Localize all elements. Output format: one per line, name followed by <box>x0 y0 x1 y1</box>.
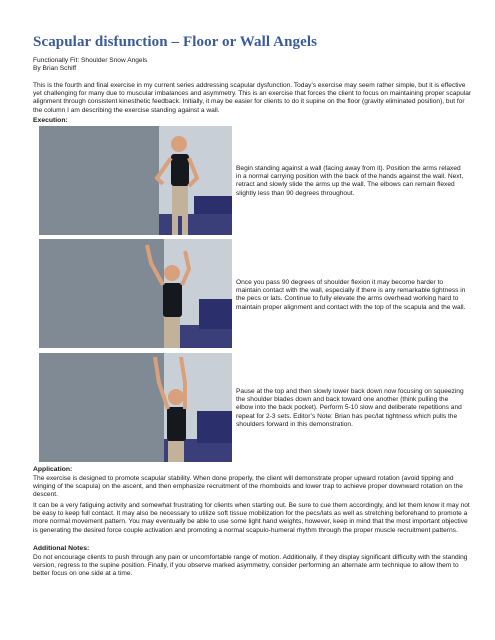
step-2-text: Once you pass 90 degrees of shoulder flexion it may become harder to maintain contact with the wall, especially if there is any remarkable tightness in the pecs or lats. Continue to fully elevate the arms overhead working hard to maintain proper alignment and contact with the top of the scapula and the wall. <box>236 279 466 311</box>
application-heading: Application: <box>33 466 73 473</box>
article-kicker: Functionally Fit: Shoulder Snow Angels <box>33 57 148 64</box>
article-title: Scapular disfunction – Floor or Wall Angels <box>33 34 318 50</box>
additional-notes-heading: Additional Notes: <box>33 545 90 552</box>
article-author: By Brian Schiff <box>33 65 77 73</box>
step-1-text: Begin standing against a wall (facing away from it). Position the arms relaxed in a normal carrying position with the back of the hands against the wall. Next, retract and slowly slide the arms up the wall. The elbows can remain flexed slightly less than 90 degrees throughout. <box>236 165 464 197</box>
intro-paragraph: This is the fourth and final exercise in my current series addressing scapular dysfunction. Today’s exercise may seem rather simple, but it is effective yet challenging for many due to muscular imbalances and asymmetry. This is an exercise that forces the client to focus on maintaining proper scapular alignment through consistent kinesthetic feedback. Initially, it may be easier for clients to do it supine on the floor (gravity eliminated position), but for the column I am describing the exercise standing against a wall. <box>33 82 472 114</box>
execution-heading: Execution: <box>33 117 68 124</box>
byline <box>33 57 473 73</box>
application-paragraph-1: The exercise is designed to promote scapular stability. When done properly, the client will demonstrate proper upward rotation (avoid tipping and winging of the scapula) on the ascent, and then emphasize recruitment of the rhomboids and lower trap to achieve proper downward rotation on the descent. <box>33 475 463 499</box>
step-2-photo <box>39 239 232 348</box>
additional-notes-paragraph: Do not encourage clients to push through any pain or uncomfortable range of motion. Additionally, if they display significant difficulty with the standing version, regress to the supine position. Finally, if you observe marked asymmetry, consider performing an alternate arm technique to allow them to better focus on one side at a time. <box>33 554 468 578</box>
step-1-photo <box>39 126 232 235</box>
application-paragraph-2: It can be a very fatiguing activity and somewhat frustrating for clients when starting out. Be sure to cue them accordingly, and let them know it may not be easy to keep full contact. It may also be necessary to utilize soft tissue mobilization for the pecs/lats as well as stretching beforehand to promote a more normal movement pattern. You may eventually be able to use some light hand weights, however, keep in mind that the most important objective is generating the desired force couple activation and promoting a normal scapulo-humeral rhythm through the proper muscle recruitment patterns. <box>33 502 470 534</box>
step-3-text: Pause at the top and then slowly lower back down now focusing on squeezing the shoulder blades down and back toward one another (think pulling the elbow into the back pocket). Perform 5-10 slow and deliberate repetitions and repeat for 2-3 sets. Editor’s Note: Brian has pec/lat tightness which pulls the shoulders forward in this demonstration. <box>236 388 464 428</box>
step-3-photo <box>39 353 232 462</box>
